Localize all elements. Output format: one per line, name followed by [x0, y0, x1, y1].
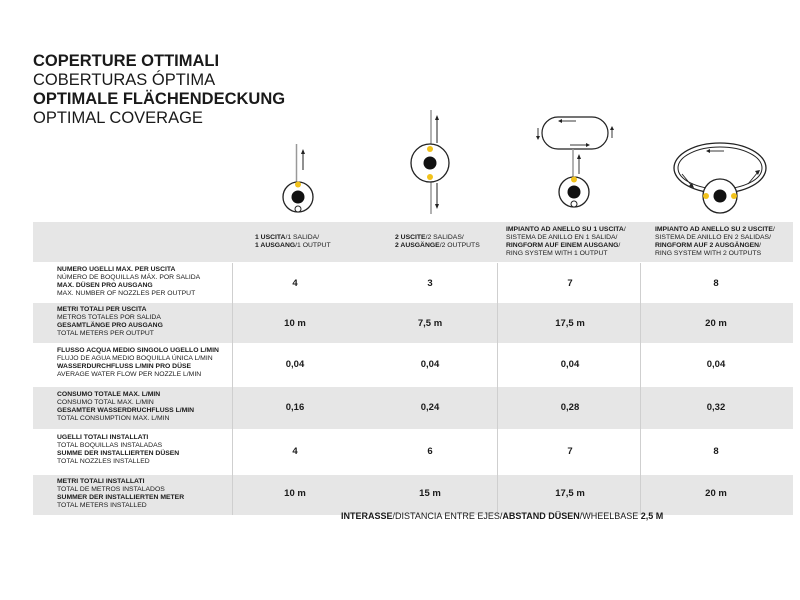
title-english: OPTIMAL COVERAGE: [33, 109, 203, 127]
cell-value: 0,04: [706, 359, 726, 370]
page-title-block: [33, 52, 285, 128]
table-row: [33, 343, 793, 387]
double-output-diagram-icon: [402, 108, 462, 218]
title-german: OPTIMALE FLÄCHENDECKUNG: [33, 90, 286, 108]
cell-value: 0,32: [706, 402, 726, 413]
cell-value: 17,5 m: [555, 318, 585, 329]
row-label: UGELLI TOTALI INSTALLATI TOTAL BOQUILLAS INSTALADAS SUMME DER INSTALLIERTEN DÜSEN TOTAL NOZZLES INSTALLED: [57, 434, 180, 465]
wheelbase-note: INTERASSE/DISTANCIA ENTRE EJES/ABSTAND DÜSEN/WHEELBASE 2,5 M: [341, 511, 664, 521]
cell-value: 17,5 m: [555, 488, 585, 499]
column-header-1: 1 USCITA/1 SALIDA/ 1 AUSGANG/1 OUTPUT: [255, 234, 331, 249]
table-row: [33, 475, 793, 515]
cell-value: 10 m: [284, 318, 306, 329]
cell-value: 7: [567, 446, 573, 457]
cell-value: 3: [427, 278, 433, 289]
cell-value: 0,24: [420, 402, 440, 413]
row-label: NUMERO UGELLI MAX. PER USCITA NÚMERO DE BOQUILLAS MÁX. POR SALIDA MAX. DÜSEN PRO AUSGANG MAX. NUMBER OF NOZZLES PER OUTPUT: [57, 266, 201, 297]
ring-double-output-diagram-icon: [668, 130, 772, 218]
ring-single-output-diagram-icon: [536, 112, 616, 217]
cell-value: 8: [713, 278, 719, 289]
column-header-2: 2 USCITE/2 SALIDAS/ 2 AUSGÄNGE/2 OUTPUTS: [395, 234, 480, 249]
cell-value: 15 m: [419, 488, 441, 499]
cell-value: 7,5 m: [417, 318, 443, 329]
cell-value: 20 m: [705, 488, 727, 499]
row-label: METRI TOTALI PER USCITA METROS TOTALES POR SALIDA GESAMTLÄNGE PRO AUSGANG TOTAL METERS PER OUTPUT: [57, 306, 163, 337]
column-divider: [640, 263, 641, 515]
single-output-diagram-icon: [272, 140, 332, 220]
cell-value: 0,04: [285, 359, 305, 370]
table-row: [33, 303, 793, 343]
column-divider: [232, 263, 233, 515]
title-italian: COPERTURE OTTIMALI: [33, 52, 220, 70]
row-label: CONSUMO TOTALE MAX. L/MIN CONSUMO TOTAL MAX. L/MIN GESAMTER WASSERDRUCHFLUSS L/MIN TOTAL CONSUMPTION MAX. L/MIN: [57, 391, 195, 422]
row-label: FLUSSO ACQUA MEDIO SINGOLO UGELLO L/MIN FLUJO DE AGUA MEDIO BOQUILLA ÚNICA L/MIN WASSERDURCHFLUSS L/MIN PRO DÜSE AVERAGE WATER FLOW PER NOZZLE L/MIN: [57, 347, 219, 378]
cell-value: 20 m: [705, 318, 727, 329]
cell-value: 10 m: [284, 488, 306, 499]
cell-value: 0,28: [560, 402, 580, 413]
column-header-4: IMPIANTO AD ANELLO SU 2 USCITE/ SISTEMA DE ANILLO EN 2 SALIDAS/ RINGFORM AUF 2 AUSGÄNGEN/ RING SYSTEM WITH 2 OUTPUTS: [655, 226, 775, 257]
column-divider: [497, 263, 498, 515]
row-label: METRI TOTALI INSTALLATI TOTAL DE METROS INSTALADOS SUMMER DER INSTALLIERTEN METER TOTAL METERS INSTALLED: [57, 478, 185, 509]
cell-value: 4: [292, 446, 298, 457]
cell-value: 0,04: [420, 359, 440, 370]
title-spanish: COBERTURAS ÓPTIMA: [33, 71, 216, 89]
cell-value: 7: [567, 278, 573, 289]
table-row: [33, 387, 793, 429]
table-row: [33, 263, 793, 303]
table-row: [33, 429, 793, 475]
cell-value: 0,04: [560, 359, 580, 370]
cell-value: 0,16: [285, 402, 305, 413]
cell-value: 8: [713, 446, 719, 457]
cell-value: 6: [427, 446, 433, 457]
column-header-3: IMPIANTO AD ANELLO SU 1 USCITA/ SISTEMA DE ANILLO EN 1 SALIDA/ RINGFORM AUF EINEM AUSGANG/ RING SYSTEM WITH 1 OUTPUT: [506, 226, 626, 257]
cell-value: 4: [292, 278, 298, 289]
